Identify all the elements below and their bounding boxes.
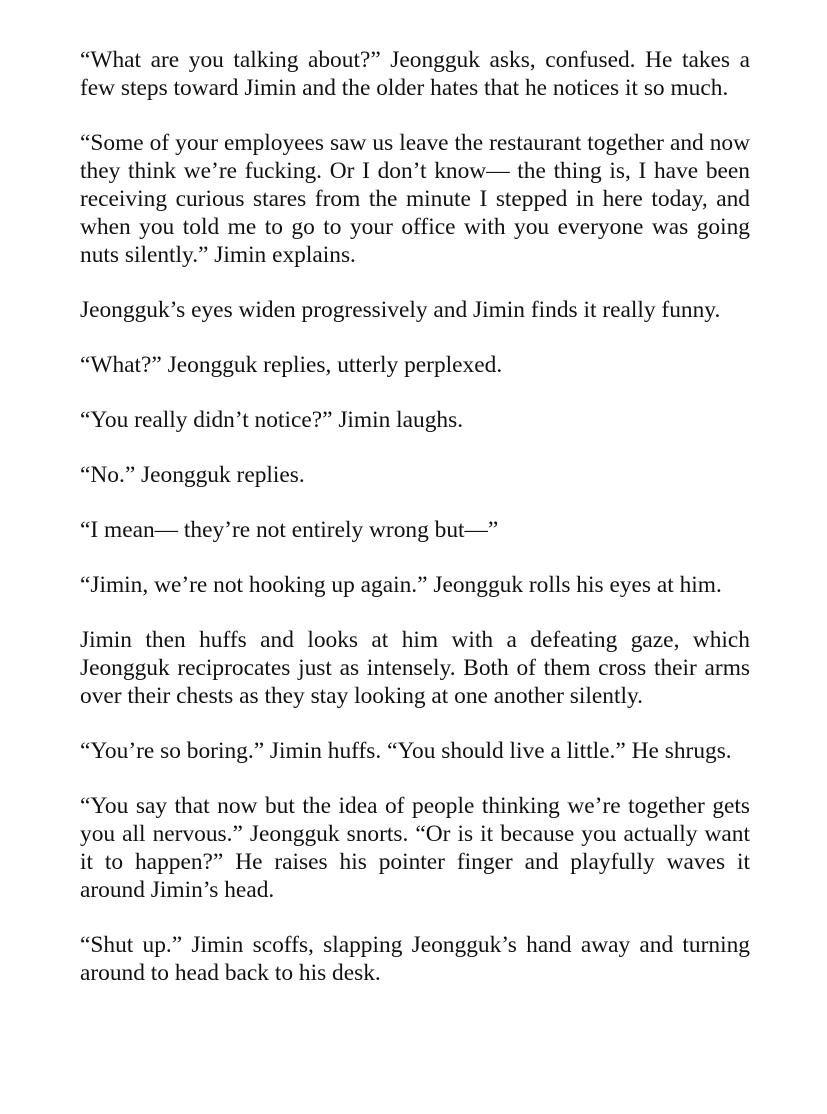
paragraph-10: “You’re so boring.” Jimin huffs. “You should live a little.” He shrugs. xyxy=(80,738,732,764)
paragraph-12: “Shut up.” Jimin scoffs, slapping Jeongguk’s hand away and turning around to head back to his desk. xyxy=(80,932,750,986)
paragraph-9: Jimin then huffs and looks at him with a defeating gaze, which Jeongguk reciprocates just as intensely. Both of them cross their arms over their chests as they stay looking at one another silently. xyxy=(80,627,750,709)
paragraph-8: “Jimin, we’re not hooking up again.” Jeongguk rolls his eyes at him. xyxy=(80,572,722,598)
paragraph-1: “What are you talking about?” Jeongguk asks, confused. He takes a few steps toward Jimin and the older hates that he notices it so much. xyxy=(80,47,750,101)
paragraph-6: “No.” Jeongguk replies. xyxy=(80,462,305,488)
paragraph-11: “You say that now but the idea of people thinking we’re together gets you all nervous.” Jeongguk snorts. “Or is it because you actually want it to happen?” He raises his pointer finger and playfully waves it around Jimin’s head. xyxy=(80,793,750,903)
paragraph-2: “Some of your employees saw us leave the restaurant together and now they think we’re fucking. Or I don’t know— the thing is, I have been receiving curious stares from the minute I stepped in here today, and when you told me to go to your office with you everyone was going nuts silently.” Jimin explains. xyxy=(80,130,750,268)
story-text xyxy=(80,46,750,1014)
paragraph-7: “I mean— they’re not entirely wrong but—” xyxy=(80,517,499,543)
paragraph-3: Jeongguk’s eyes widen progressively and Jimin finds it really funny. xyxy=(80,297,721,323)
paragraph-4: “What?” Jeongguk replies, utterly perplexed. xyxy=(80,352,503,378)
paragraph-5: “You really didn’t notice?” Jimin laughs. xyxy=(80,407,464,433)
